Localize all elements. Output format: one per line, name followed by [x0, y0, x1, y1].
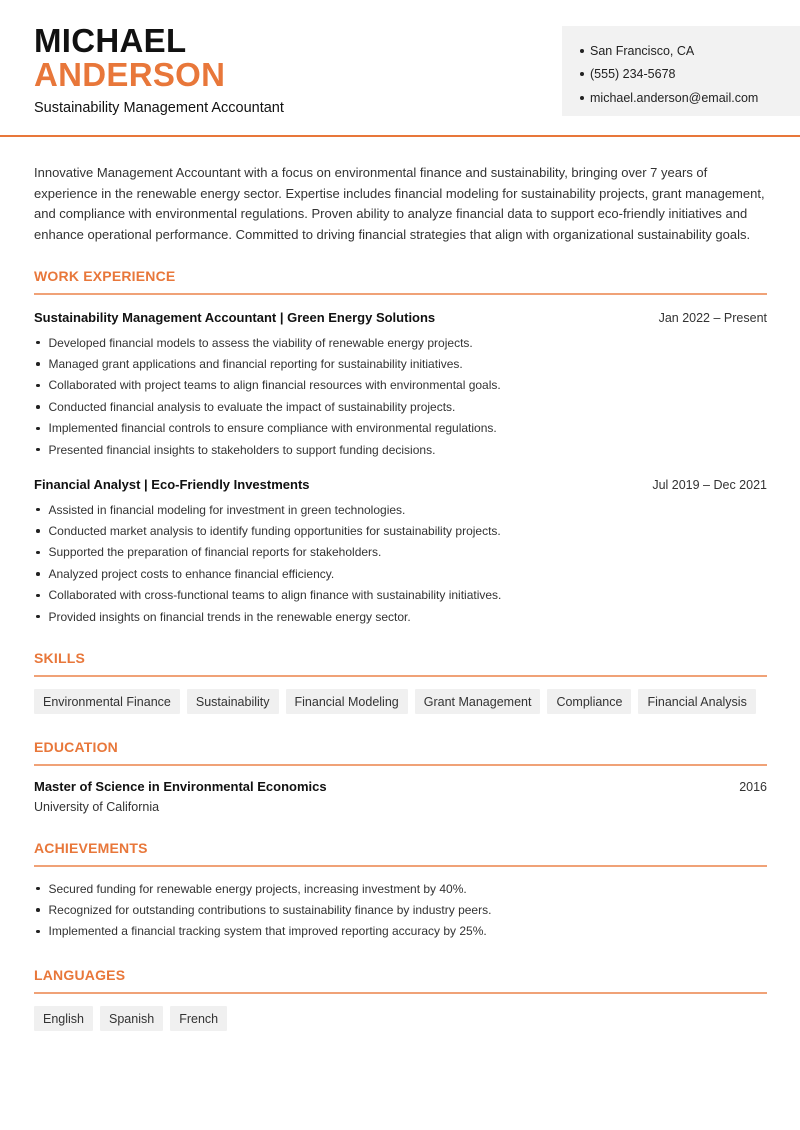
- language-tag: Spanish: [100, 1006, 163, 1031]
- summary-paragraph: Innovative Management Accountant with a focus on environmental finance and sustainability, bringing over 7 years of experience in the renewable energy sector. Expertise includes financial modeling for sustainability projects, grant management, and compliance with environmental regulations. Proven ability to analyze financial data to support eco-friendly initiatives and enhance operational performance. Committed to driving financial strategies that align with organizational sustainability goals.: [34, 165, 765, 242]
- list-item: [34, 563, 767, 584]
- contact-phone-text: (555) 234-5678: [590, 67, 676, 82]
- bullet-icon: [36, 615, 40, 619]
- list-item: [34, 899, 767, 920]
- contact-email: [580, 86, 800, 110]
- bullet-icon: [36, 572, 40, 576]
- skill-tag: Grant Management: [415, 689, 541, 714]
- list-item-text: Supported the preparation of financial reports for stakeholders.: [48, 545, 382, 560]
- bullet-icon: [36, 551, 40, 555]
- resume-header: [0, 0, 800, 137]
- contact-email-text: michael.anderson@email.com: [590, 90, 759, 105]
- list-item-text: Developed financial models to assess the viability of renewable energy projects.: [48, 335, 473, 350]
- list-item-text: Implemented a financial tracking system that improved reporting accuracy by 25%.: [48, 924, 487, 939]
- bullet-icon: [36, 594, 40, 598]
- list-item: [34, 542, 767, 563]
- job-role: Financial Analyst | Eco-Friendly Investments: [34, 477, 310, 492]
- bullet-icon: [36, 908, 40, 912]
- list-item: [34, 921, 767, 942]
- bullet-icon: [36, 887, 40, 891]
- bullet-icon: [36, 508, 40, 512]
- list-item-text: Conducted financial analysis to evaluate the impact of sustainability projects.: [48, 399, 456, 414]
- section-title-work: WORK EXPERIENCE: [34, 268, 176, 284]
- list-item: [34, 606, 767, 627]
- achievements-list: [34, 878, 767, 942]
- first-name: MICHAEL: [34, 22, 187, 59]
- list-item: [34, 418, 767, 439]
- list-item: [34, 520, 767, 541]
- section-divider: [34, 764, 767, 766]
- job-header: [34, 477, 767, 492]
- job-role: Sustainability Management Accountant | Green Energy Solutions: [34, 310, 436, 325]
- job-bullets: [34, 499, 767, 627]
- list-item: [34, 439, 767, 460]
- job-header: [34, 310, 767, 325]
- skill-tag: Financial Modeling: [286, 689, 408, 714]
- bullet-icon: [36, 362, 40, 366]
- list-item-text: Assisted in financial modeling for investment in green technologies.: [48, 502, 406, 517]
- list-item-text: Recognized for outstanding contributions to sustainability finance by industry peers.: [48, 903, 492, 918]
- language-tag: English: [34, 1006, 93, 1031]
- contact-phone: [580, 63, 800, 87]
- languages-list: [34, 1006, 227, 1031]
- bullet-icon: [36, 384, 40, 388]
- job-title: Sustainability Management Accountant: [34, 100, 284, 116]
- school-name: University of California: [34, 800, 160, 814]
- bullet-icon: [36, 448, 40, 452]
- list-item: [34, 585, 767, 606]
- section-title-skills: SKILLS: [34, 650, 85, 666]
- list-item-text: Collaborated with cross-functional teams to align finance with sustainability initiatives.: [48, 588, 502, 603]
- bullet-icon: [36, 341, 40, 345]
- list-item: [34, 499, 767, 520]
- section-divider: [34, 293, 767, 295]
- degree: Master of Science in Environmental Economics: [34, 779, 327, 794]
- language-tag: French: [170, 1006, 227, 1031]
- list-item-text: Secured funding for renewable energy projects, increasing investment by 40%.: [48, 881, 467, 896]
- job-bullets: [34, 332, 767, 460]
- job-dates: Jan 2022 – Present: [658, 311, 767, 325]
- list-item: [34, 332, 767, 353]
- list-item-text: Collaborated with project teams to align financial resources with environmental goals.: [48, 378, 501, 393]
- list-item-text: Provided insights on financial trends in the renewable energy sector.: [48, 609, 411, 624]
- list-item-text: Analyzed project costs to enhance financial efficiency.: [48, 566, 335, 581]
- bullet-icon: [36, 529, 40, 533]
- section-title-education: EDUCATION: [34, 739, 118, 755]
- section-divider: [34, 675, 767, 677]
- skills-list: [34, 689, 756, 714]
- skill-tag: Sustainability: [187, 689, 279, 714]
- section-divider: [34, 865, 767, 867]
- skill-tag: Financial Analysis: [638, 689, 755, 714]
- bullet-icon: [580, 49, 584, 53]
- bullet-icon: [580, 96, 584, 100]
- contact-location: [580, 39, 800, 63]
- list-item-text: Conducted market analysis to identify funding opportunities for sustainability projects.: [48, 524, 501, 539]
- list-item-text: Managed grant applications and financial reporting for sustainability initiatives.: [48, 357, 463, 372]
- skill-tag: Environmental Finance: [34, 689, 180, 714]
- bullet-icon: [36, 930, 40, 934]
- list-item: [34, 375, 767, 396]
- graduation-year: 2016: [739, 780, 767, 794]
- bullet-icon: [36, 405, 40, 409]
- bullet-icon: [580, 72, 584, 76]
- contact-box: [562, 26, 800, 116]
- section-divider: [34, 992, 767, 994]
- bullet-icon: [36, 427, 40, 431]
- section-title-languages: LANGUAGES: [34, 967, 126, 983]
- list-item-text: Implemented financial controls to ensure compliance with environmental regulations.: [48, 421, 497, 436]
- last-name: ANDERSON: [34, 56, 226, 93]
- contact-location-text: San Francisco, CA: [590, 43, 695, 58]
- skill-tag: Compliance: [547, 689, 631, 714]
- list-item: [34, 353, 767, 374]
- list-item: [34, 878, 767, 899]
- list-item: [34, 396, 767, 417]
- list-item-text: Presented financial insights to stakeholders to support funding decisions.: [48, 442, 436, 457]
- education-header: [34, 779, 767, 794]
- job-dates: Jul 2019 – Dec 2021: [652, 478, 767, 492]
- section-title-achievements: ACHIEVEMENTS: [34, 840, 148, 856]
